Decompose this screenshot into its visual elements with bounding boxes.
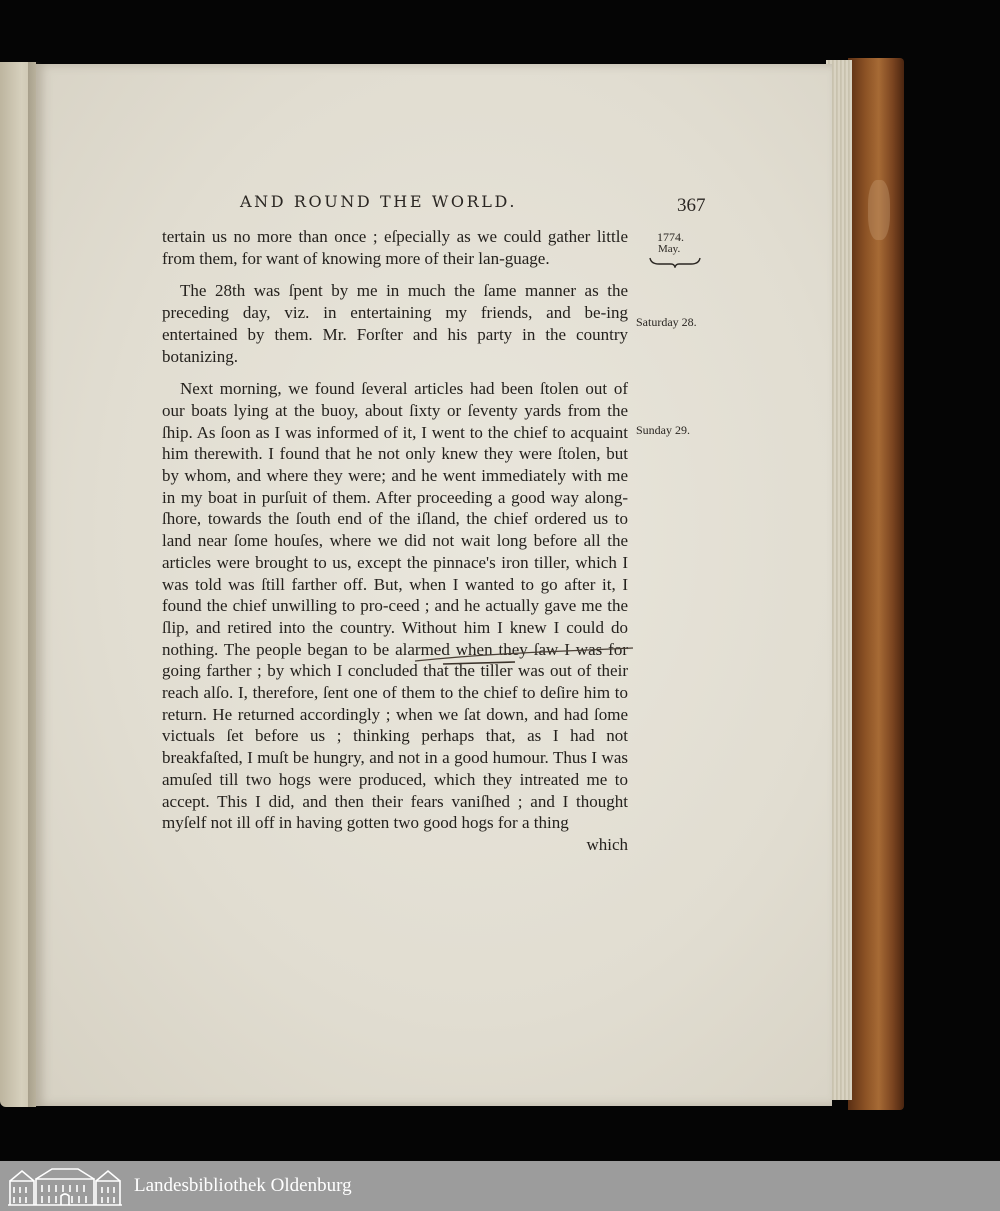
margin-note-month: May. bbox=[658, 243, 681, 255]
page-number: 367 bbox=[677, 195, 706, 216]
cover-wear bbox=[868, 180, 890, 240]
library-building-icon bbox=[6, 1165, 124, 1207]
body-text bbox=[162, 226, 628, 856]
margin-note-saturday: Saturday 28. bbox=[636, 315, 697, 329]
ink-strikethrough bbox=[395, 645, 635, 669]
margin-note-sunday: Sunday 29. bbox=[636, 423, 690, 437]
brace-icon bbox=[649, 256, 701, 268]
running-head: AND ROUND THE WORLD. bbox=[240, 192, 517, 211]
library-footer bbox=[0, 1161, 1000, 1211]
paragraph-1: tertain us no more than once ; eſpecially as we could gather little from them, for want of knowing more of their lan-guage. bbox=[162, 227, 628, 268]
margin-note-year: 1774. bbox=[657, 230, 684, 244]
paragraph-3: Next morning, we found ſeveral articles had been ſtolen out of our boats lying at the buoy, about ſixty or ſeventy yards from the ſhip. As ſoon as I was informed of it, I went to the chief to acquaint him therewith. I found that he not only knew they were ſtolen, but by whom, and where they were; and he went immediately with me in my boat in purſuit of them. After proceeding a good way along-ſhore, towards the ſouth end of the iſland, the chief ordered us to land near ſome houſes, where we did not wait long before all the articles were brought to us, except the pinnace's iron tiller, which I was told was ſtill farther off. But, when I wanted to go after it, I found the chief unwilling to pro-ceed ; and he actually gave me the ſlip, and retired into the country. Without him I knew I could do nothing. The people began to be alarmed when they ſaw I was for going farther ; by which I concluded that the tiller was out of their reach alſo. I, therefore, ſent one of them to the chief to deſire him to return. He returned accordingly ; when we ſat down, and had ſome victuals ſet before us ; thinking perhaps that, as I had not breakfaſted, I muſt be hungry, and not in a good humour. Thus I was amuſed till two hogs were produced, which they intreated me to accept. This I did, and then their fears vaniſhed ; and I thought myſelf not ill off in having gotten two good hogs for a thing bbox=[162, 379, 628, 833]
catchword: which bbox=[586, 834, 628, 854]
paragraph-2: The 28th was ſpent by me in much the ſame manner as the preceding day, viz. in entertaining my friends, and be-ing entertained by them. Mr. Forſter and his party in the country botanizing. bbox=[162, 281, 628, 366]
library-name: Landesbibliothek Oldenburg bbox=[134, 1175, 352, 1196]
